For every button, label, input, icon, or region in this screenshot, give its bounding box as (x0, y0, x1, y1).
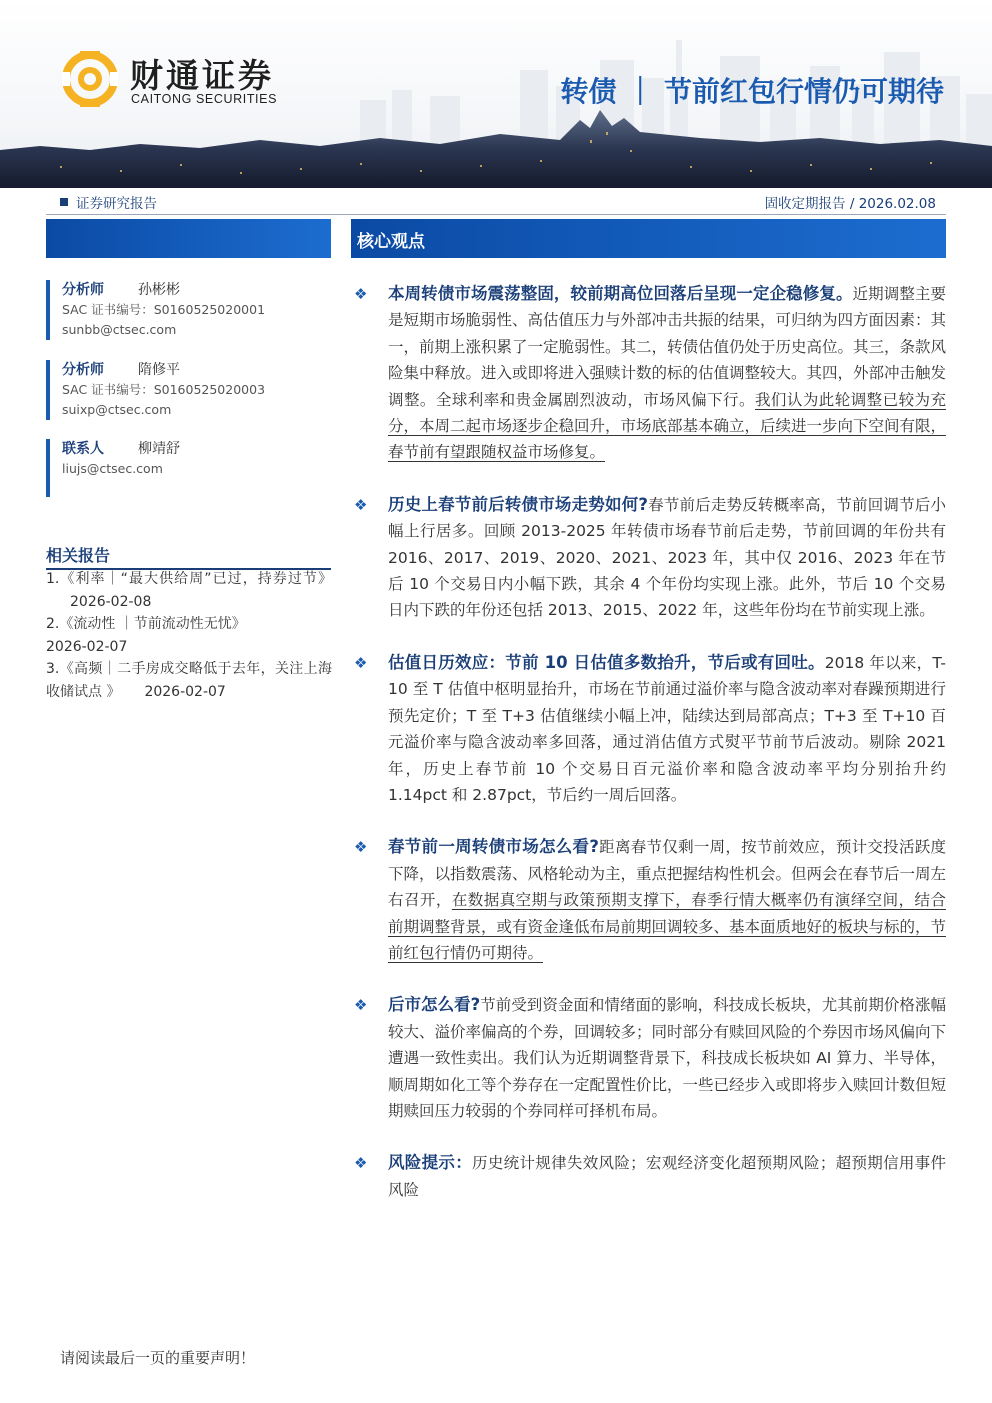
company-logo (62, 46, 302, 116)
analyst-email[interactable]: sunbb@ctsec.com (62, 322, 177, 337)
related-report-item[interactable] (46, 613, 332, 658)
point-body: 节前受到资金面和情绪面的影响，科技成长板块，尤其前期价格涨幅较大、溢价率偏高的个券，回调较多；同时部分有赎回风险的个券因市场风偏向下遭遇一致性卖出。我们认为近期调整背景下，科技成长板块如 AI 算力、半导体，顺周期如化工等个券存在一定配置性价比，一些已经步入或即将步入赎回计数但短期赎回压力较弱的个券同样可择机布局。 (388, 996, 947, 1120)
core-view-bar (351, 219, 946, 258)
diamond-bullet-icon: ❖ (354, 996, 368, 1015)
core-point-3 (354, 650, 946, 808)
point-body: 春节前后走势反转概率高，节前回调节后小幅上行居多。回顾 2013-2025 年转债市场春节前后走势，节前回调的年份共有 2016、2017、2019、2020、2021、2023 年，其中仅 2016、2023 年在节后 10 个交易日内小幅下跌，其余 4 个年份均实现上涨。此外，节后 10 个交易日内下跌的年份还包括 2013、2015、2022 年，这些年份均在节前实现上涨。 (388, 495, 946, 620)
analyst-card-2 (46, 360, 331, 420)
disclaimer-note: 请阅读最后一页的重要声明！ (60, 1349, 256, 1367)
diamond-bullet-icon: ❖ (354, 285, 368, 303)
core-point-1 (354, 281, 946, 466)
point-lead: 春节前一周转债市场怎么看? (388, 837, 599, 857)
logo-chinese-name: 财通证券 (130, 56, 274, 95)
point-body: 历史统计规律失效风险；宏观经济变化超预期风险；超预期信用事件风险 (388, 1154, 946, 1199)
related-report-date: 2026-02-08 (70, 593, 152, 610)
risk-warning (354, 1150, 946, 1203)
core-points (354, 281, 946, 1229)
diamond-bullet-icon: ❖ (354, 838, 368, 857)
analyst-name: 孙彬彬 (138, 282, 180, 298)
point-lead: 估值日历效应：节前 10 日估值多数抬升，节后或有回吐。 (388, 652, 825, 672)
point-lead: 历史上春节前后转债市场走势如何? (388, 494, 648, 514)
related-report-text: 3.《高频｜二手房成交略低于去年，关注上海收储试点 》 (46, 661, 332, 700)
coin-logo-icon (62, 48, 118, 110)
core-point-4 (354, 834, 946, 966)
related-report-date: 2026-02-07 (46, 638, 128, 655)
category-date: 固收定期报告 / 2026.02.08 (764, 196, 936, 212)
point-lead: 后市怎么看? (388, 995, 481, 1015)
point-highlight: 我们认为此轮调整已较为充分，本周二起市场逐步企稳回升，市场底部基本确立，后续进一步向下空间有限，春节前有望跟随权益市场修复。 (388, 390, 947, 462)
contact-card (46, 439, 331, 497)
square-bullet-icon (60, 198, 68, 206)
left-section-bar (46, 219, 331, 258)
report-title: 转债 ｜ 节前红包行情仍可期待 (560, 75, 944, 108)
point-highlight: 在数据真空期与政策预期支撑下，春季行情大概率仍有演绎空间，结合前期调整背景，或有资金逢低布局前期回调较多、基本面质地好的板块与标的，节前红包行情仍可期待。 (388, 891, 947, 962)
related-report-date: 2026-02-07 (144, 683, 226, 700)
report-type-label (60, 192, 157, 212)
report-type-text: 证券研究报告 (76, 196, 157, 212)
point-lead: 本周转债市场震荡整固，较前期高位回落后呈现一定企稳修复。 (388, 284, 853, 303)
core-point-2 (354, 492, 946, 624)
analyst-cert: SAC 证书编号：S0160525020003 (62, 382, 266, 397)
contact-email[interactable]: liujs@ctsec.com (62, 461, 163, 476)
analyst-name: 隋修平 (138, 362, 180, 378)
related-report-text: 2.《流动性 ｜节前流动性无忧》 (46, 616, 246, 632)
analyst-role: 分析师 (62, 282, 104, 298)
contact-name: 柳靖舒 (138, 441, 180, 457)
related-report-text: 1.《利率｜“最大供给周”已过，持券过节》 (46, 571, 332, 587)
analyst-role: 分析师 (62, 362, 104, 378)
analyst-card-1 (46, 280, 331, 340)
point-body: 距离春节仅剩一周，按节前效应，预计交投活跃度下降，以指数震荡、风格轮动为主，重点把握结构性机会。但两会在春节后一周左右召开， (388, 838, 947, 910)
report-header (0, 0, 992, 188)
diamond-bullet-icon: ❖ (354, 653, 368, 672)
header-divider (46, 214, 946, 215)
point-body: 近期调整主要是短期市场脆弱性、高估值压力与外部冲击共振的结果，可归纳为四方面因素：其一，前期上涨积累了一定脆弱性。其二，转债估值仍处于历史高位。其三，条款风险集中释放。进入或即将进入强赎计数的标的估值调整较大。其四，外部冲击触发调整。全球利率和贵金属剧烈波动，市场风偏下行。 (388, 285, 947, 409)
point-body: 2018 年以来，T-10 至 T 估值中枢明显抬升，市场在节前通过溢价率与隐含波动率对春躁预期进行预先定价；T 至 T+3 估值继续小幅上冲，陆续达到局部高点；T+3 至 T+10 百元溢价率与隐含波动率多回落，通过消估值方式熨平节前节后波动。剔除 2021 年，历史上春节前 10 个交易日百元溢价率和隐含波动率平均分别抬升约 1.14pct 和 2.87pct，节后约一周后回落。 (388, 653, 947, 804)
analyst-cert: SAC 证书编号：S0160525020001 (62, 302, 266, 317)
related-reports-title: 相关报告 (46, 543, 331, 570)
section-title: 核心观点 (357, 232, 425, 252)
analyst-email[interactable]: suixp@ctsec.com (62, 402, 172, 417)
related-report-item[interactable] (46, 658, 332, 703)
logo-english-name: CAITONG SECURITIES (131, 92, 278, 106)
core-point-5 (354, 992, 946, 1124)
diamond-bullet-icon: ❖ (354, 495, 368, 514)
point-lead: 风险提示： (388, 1153, 473, 1173)
related-report-item[interactable] (46, 568, 332, 613)
diamond-bullet-icon: ❖ (354, 1154, 368, 1173)
related-reports-list (46, 568, 332, 703)
contact-role: 联系人 (62, 441, 104, 457)
